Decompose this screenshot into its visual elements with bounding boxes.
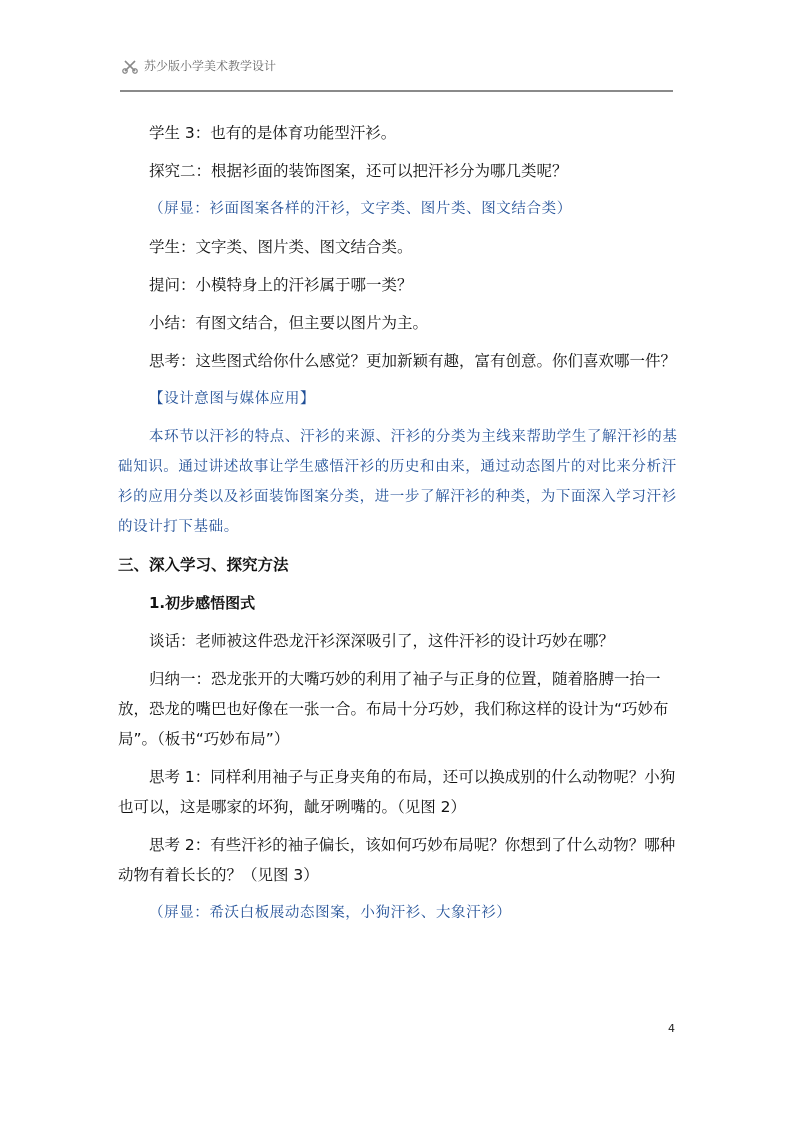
paragraph-summary: 小结：有图文结合，但主要以图片为主。 (149, 314, 429, 332)
section-heading-3: 三、深入学习、探究方法 (118, 556, 289, 574)
paragraph-student-answer: 学生：文字类、图片类、图文结合类。 (149, 238, 413, 256)
paragraph-screen-note-2: （屏显：希沃白板展动态图案，小狗汗衫、大象汗衫） (149, 905, 512, 921)
paragraph-design-intent-title: 【设计意图与媒体应用】 (149, 391, 316, 407)
header-title: 苏少版小学美术教学设计 (144, 59, 277, 73)
page-number: 4 (668, 1022, 675, 1035)
paragraph-think-2: 思考 2：有些汗衫的袖子偏长，该如何巧妙布局呢？你想到了什么动物？哪种动物有着长长的？（见图 3） (118, 836, 676, 884)
paragraph-question: 提问：小模特身上的汗衫属于哪一类？ (149, 276, 413, 294)
subheading-1: 1.初步感悟图式 (149, 594, 256, 612)
scissors-icon (122, 58, 138, 74)
paragraph-student3: 学生 3：也有的是体育功能型汗衫。 (149, 124, 397, 142)
paragraph-screen-note-1: （屏显：衫面图案各样的汗衫，文字类、图片类、图文结合类） (149, 201, 572, 217)
document-body (118, 118, 678, 936)
paragraph-design-intent-body: 本环节以汗衫的特点、汗衫的来源、汗衫的分类为主线来帮助学生了解汗衫的基础知识。通过讲述故事让学生感悟汗衫的历史和由来，通过动态图片的对比来分析汗衫的应用分类以及衫面装饰图案分类，进一步了解汗衫的种类，为下面深入学习汗衫的设计打下基础。 (118, 429, 678, 535)
paragraph-conclusion-1: 归纳一：恐龙张开的大嘴巧妙的利用了袖子与正身的位置，随着胳膊一抬一放，恐龙的嘴巴也好像在一张一合。布局十分巧妙，我们称这样的设计为“巧妙布局”。（板书“巧妙布局”） (118, 670, 669, 748)
paragraph-explore2: 探究二：根据衫面的装饰图案，还可以把汗衫分为哪几类呢？ (149, 162, 568, 180)
paragraph-think-1: 思考 1：同样利用袖子与正身夹角的布局，还可以换成别的什么动物呢？小狗也可以，这是哪家的坏狗，龇牙咧嘴的。（见图 2） (118, 768, 676, 816)
header-divider (120, 90, 673, 92)
paragraph-talk: 谈话：老师被这件恐龙汗衫深深吸引了，这件汗衫的设计巧妙在哪？ (149, 632, 615, 650)
page-header (120, 56, 673, 92)
paragraph-think: 思考：这些图式给你什么感觉？更加新颖有趣，富有创意。你们喜欢哪一件？ (149, 352, 677, 370)
